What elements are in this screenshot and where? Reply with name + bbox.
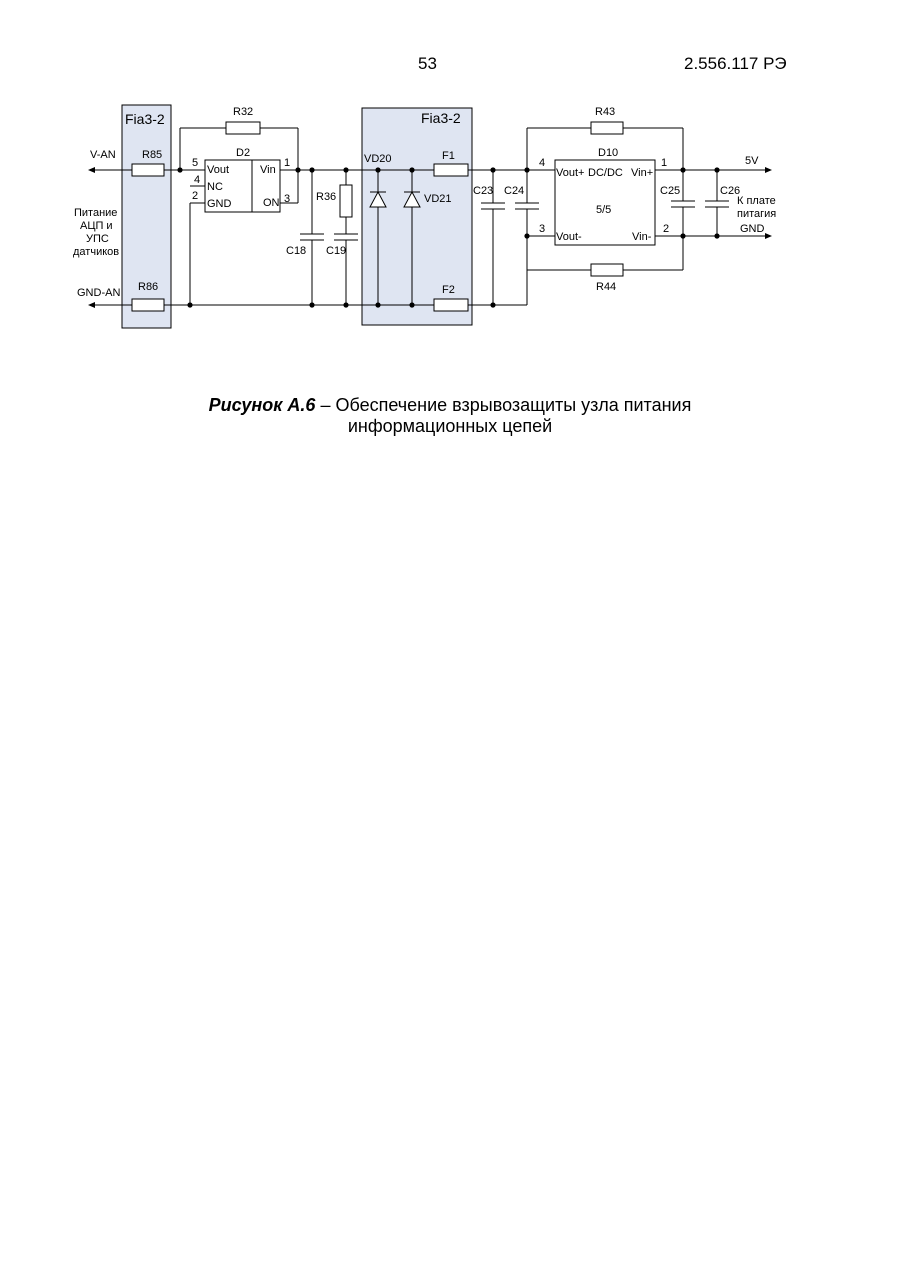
- label-c23: C23: [473, 185, 494, 197]
- label-vd20: VD20: [364, 153, 392, 165]
- caption-line-2: информационных цепей: [347, 416, 553, 436]
- caption-line-1: [0, 395, 900, 416]
- label-r85: R85: [142, 149, 163, 161]
- d2-pin-nc: NC: [207, 181, 223, 193]
- d10-pin-vin-plus: Vin+: [631, 167, 654, 179]
- d10-pin-vin-minus: Vin-: [632, 231, 652, 243]
- label-c26: C26: [720, 185, 741, 197]
- caption-text-1: Обеспечение взрывозащиты узла питания: [335, 395, 692, 415]
- label-r44: R44: [596, 281, 617, 293]
- barrier-label-left: Fia3-2: [125, 111, 165, 127]
- net-label-v-an: V-AN: [90, 149, 116, 161]
- side-label-line3: УПС: [86, 233, 109, 245]
- label-c25: C25: [660, 185, 681, 197]
- d2-pin-on: ON: [263, 197, 280, 209]
- d10-pin-num-3: 3: [539, 223, 546, 235]
- d2-pin-num-4: 4: [194, 174, 201, 186]
- d10-ratio: 5/5: [596, 204, 612, 216]
- label-c24: C24: [504, 185, 525, 197]
- d2-pin-vin: Vin: [260, 164, 276, 176]
- net-label-gnd: GND: [740, 223, 765, 235]
- d2-pin-num-3: 3: [284, 193, 291, 205]
- board-label-line2: питагия: [737, 208, 777, 220]
- label-f2: F2: [442, 284, 455, 296]
- board-label-line1: К плате: [737, 195, 776, 207]
- d2-pin-num-2: 2: [192, 190, 199, 202]
- side-label-line2: АЦП и: [80, 220, 113, 232]
- label-d10: D10: [598, 147, 619, 159]
- barrier-label-right: Fia3-2: [421, 110, 461, 126]
- label-c18: C18: [286, 245, 307, 257]
- d10-type: DC/DC: [588, 167, 623, 179]
- figure-caption: [0, 395, 900, 437]
- resistor-r44: [591, 264, 623, 276]
- side-label-line4: датчиков: [73, 246, 120, 258]
- fuse-f2: [434, 299, 468, 311]
- d10-pin-num-1: 1: [661, 157, 668, 169]
- page-number: 53: [418, 54, 437, 73]
- d2-pin-gnd: GND: [207, 198, 232, 210]
- d10-pin-vout-plus: Vout+: [556, 167, 585, 179]
- caption-label: Рисунок А.6: [208, 395, 316, 415]
- label-vd21: VD21: [424, 193, 452, 205]
- fuse-f1: [434, 164, 468, 176]
- label-r86: R86: [138, 281, 159, 293]
- document-code: 2.556.117 РЭ: [684, 54, 787, 73]
- circuit-schematic: [0, 0, 900, 380]
- d2-pin-num-5: 5: [192, 157, 199, 169]
- label-d2: D2: [236, 147, 251, 159]
- d2-pin-vout: Vout: [207, 164, 230, 176]
- label-c19: C19: [326, 245, 347, 257]
- side-label-line1: Питание: [74, 207, 118, 219]
- label-f1: F1: [442, 150, 455, 162]
- net-label-5v: 5V: [745, 155, 759, 167]
- d2-pin-num-1: 1: [284, 157, 291, 169]
- d10-pin-vout-minus: Vout-: [556, 231, 582, 243]
- d10-pin-num-4: 4: [539, 157, 546, 169]
- resistor-r32: [226, 122, 260, 134]
- net-label-gnd-an: GND-AN: [77, 287, 121, 299]
- resistor-r36: [340, 185, 352, 217]
- label-r32: R32: [233, 106, 254, 118]
- resistor-r85: [132, 164, 164, 176]
- d10-pin-num-2: 2: [663, 223, 670, 235]
- resistor-r86: [132, 299, 164, 311]
- caption-dash: –: [320, 395, 331, 415]
- resistor-r43: [591, 122, 623, 134]
- barrier-box-left: [122, 105, 171, 328]
- label-r43: R43: [595, 106, 616, 118]
- label-r36: R36: [316, 191, 337, 203]
